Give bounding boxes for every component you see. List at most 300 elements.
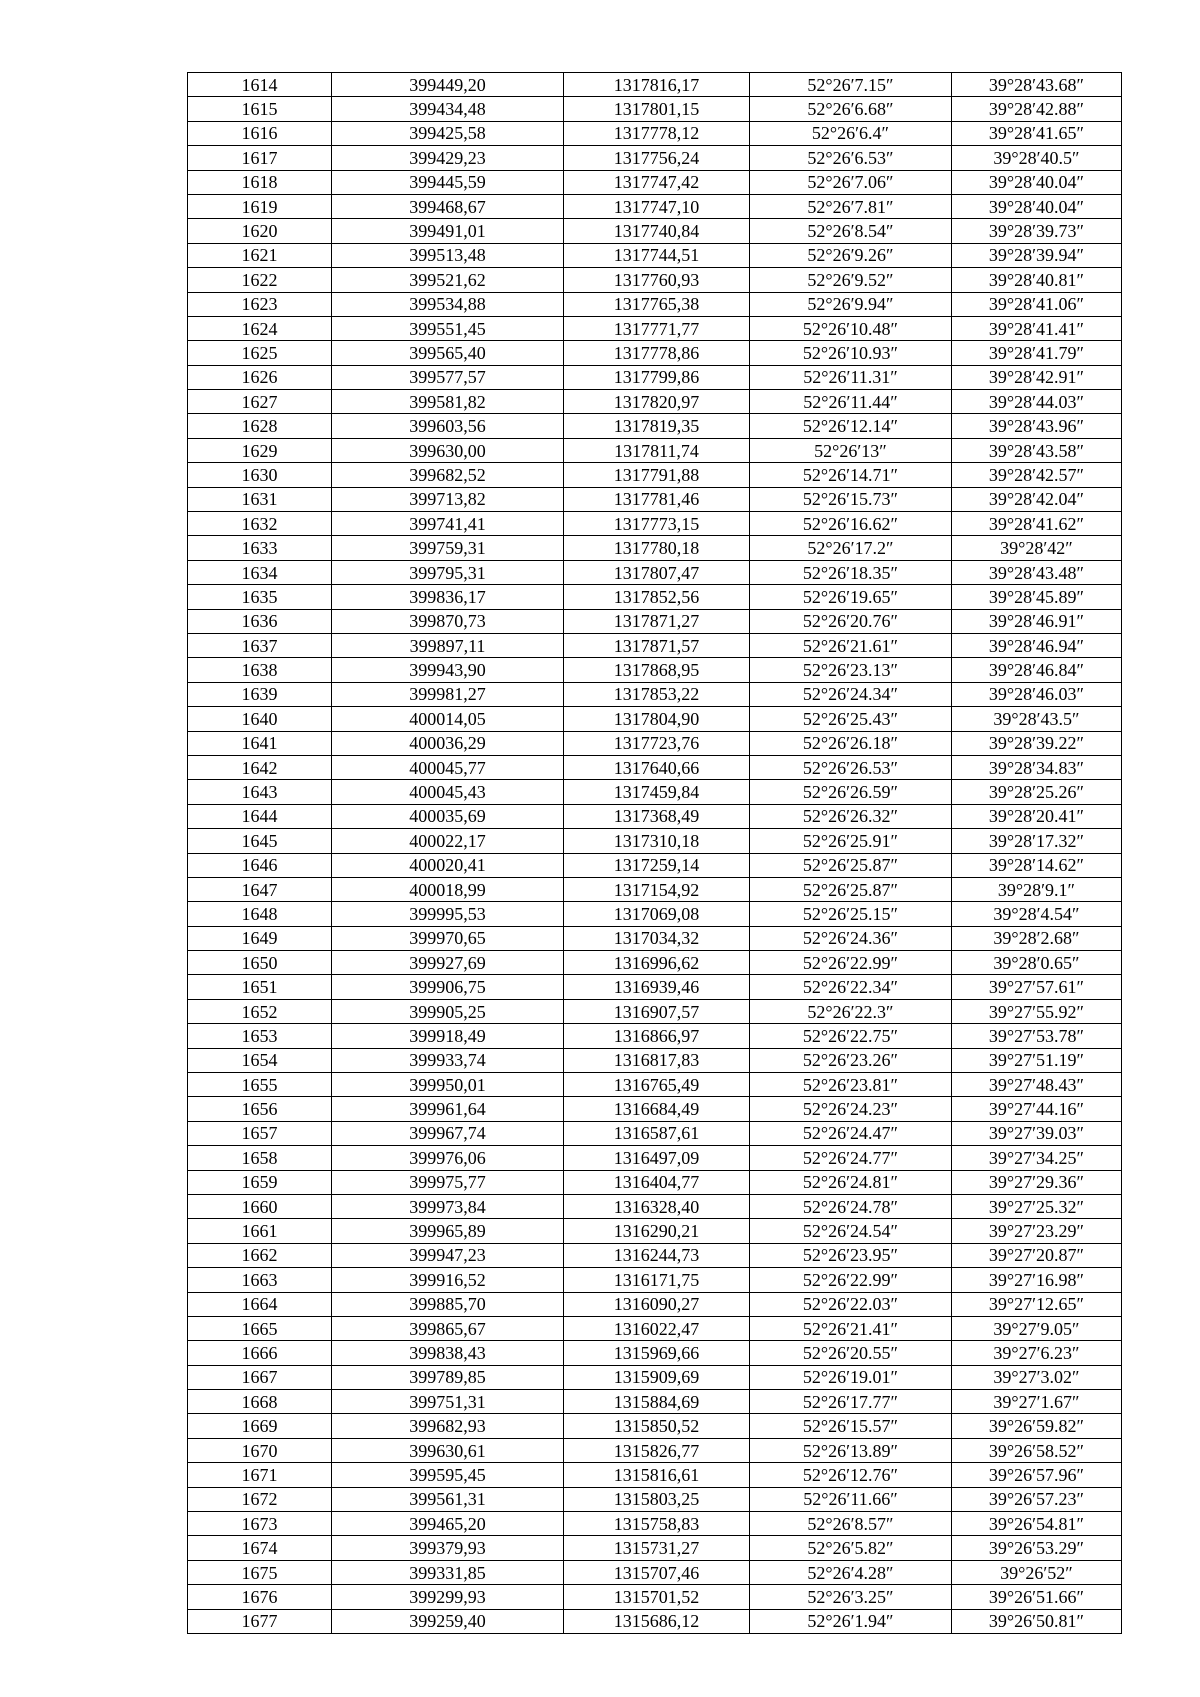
latitude-cell: 52°26′24.47″ <box>750 1121 952 1145</box>
longitude-cell: 39°28′4.54″ <box>952 902 1122 926</box>
point-number-cell: 1668 <box>188 1390 332 1414</box>
latitude-cell: 52°26′19.65″ <box>750 585 952 609</box>
longitude-cell: 39°27′9.05″ <box>952 1316 1122 1340</box>
x-coordinate-cell: 399565,40 <box>332 341 564 365</box>
x-coordinate-cell: 399491,01 <box>332 219 564 243</box>
x-coordinate-cell: 399331,85 <box>332 1560 564 1584</box>
point-number-cell: 1664 <box>188 1292 332 1316</box>
y-coordinate-cell: 1317765,38 <box>564 292 750 316</box>
point-number-cell: 1671 <box>188 1463 332 1487</box>
longitude-cell: 39°28′9.1″ <box>952 877 1122 901</box>
y-coordinate-cell: 1316090,27 <box>564 1292 750 1316</box>
latitude-cell: 52°26′11.44″ <box>750 390 952 414</box>
x-coordinate-cell: 399918,49 <box>332 1024 564 1048</box>
latitude-cell: 52°26′3.25″ <box>750 1585 952 1609</box>
point-number-cell: 1642 <box>188 755 332 779</box>
y-coordinate-cell: 1317781,46 <box>564 487 750 511</box>
longitude-cell: 39°27′53.78″ <box>952 1024 1122 1048</box>
latitude-cell: 52°26′24.77″ <box>750 1146 952 1170</box>
table-row <box>188 73 1122 97</box>
point-number-cell: 1653 <box>188 1024 332 1048</box>
longitude-cell: 39°28′40.04″ <box>952 194 1122 218</box>
point-number-cell: 1619 <box>188 194 332 218</box>
table-row <box>188 1585 1122 1609</box>
longitude-cell: 39°28′43.5″ <box>952 707 1122 731</box>
point-number-cell: 1629 <box>188 438 332 462</box>
longitude-cell: 39°28′17.32″ <box>952 829 1122 853</box>
x-coordinate-cell: 399965,89 <box>332 1219 564 1243</box>
latitude-cell: 52°26′10.48″ <box>750 316 952 340</box>
point-number-cell: 1646 <box>188 853 332 877</box>
longitude-cell: 39°26′51.66″ <box>952 1585 1122 1609</box>
y-coordinate-cell: 1317799,86 <box>564 365 750 389</box>
x-coordinate-cell: 399521,62 <box>332 268 564 292</box>
point-number-cell: 1651 <box>188 975 332 999</box>
y-coordinate-cell: 1317791,88 <box>564 463 750 487</box>
longitude-cell: 39°28′14.62″ <box>952 853 1122 877</box>
longitude-cell: 39°26′52″ <box>952 1560 1122 1584</box>
y-coordinate-cell: 1317778,12 <box>564 121 750 145</box>
point-number-cell: 1673 <box>188 1512 332 1536</box>
point-number-cell: 1674 <box>188 1536 332 1560</box>
latitude-cell: 52°26′1.94″ <box>750 1609 952 1633</box>
latitude-cell: 52°26′25.87″ <box>750 853 952 877</box>
point-number-cell: 1630 <box>188 463 332 487</box>
latitude-cell: 52°26′22.99″ <box>750 951 952 975</box>
point-number-cell: 1614 <box>188 73 332 97</box>
longitude-cell: 39°27′1.67″ <box>952 1390 1122 1414</box>
latitude-cell: 52°26′26.53″ <box>750 755 952 779</box>
latitude-cell: 52°26′16.62″ <box>750 512 952 536</box>
table-row <box>188 341 1122 365</box>
x-coordinate-cell: 399603,56 <box>332 414 564 438</box>
x-coordinate-cell: 399927,69 <box>332 951 564 975</box>
y-coordinate-cell: 1317747,10 <box>564 194 750 218</box>
point-number-cell: 1616 <box>188 121 332 145</box>
point-number-cell: 1620 <box>188 219 332 243</box>
latitude-cell: 52°26′22.34″ <box>750 975 952 999</box>
table-row <box>188 97 1122 121</box>
x-coordinate-cell: 399468,67 <box>332 194 564 218</box>
point-number-cell: 1649 <box>188 926 332 950</box>
x-coordinate-cell: 399682,52 <box>332 463 564 487</box>
table-row <box>188 804 1122 828</box>
y-coordinate-cell: 1317756,24 <box>564 146 750 170</box>
latitude-cell: 52°26′22.75″ <box>750 1024 952 1048</box>
y-coordinate-cell: 1316907,57 <box>564 999 750 1023</box>
longitude-cell: 39°28′42.91″ <box>952 365 1122 389</box>
y-coordinate-cell: 1317820,97 <box>564 390 750 414</box>
y-coordinate-cell: 1317154,92 <box>564 877 750 901</box>
longitude-cell: 39°28′39.73″ <box>952 219 1122 243</box>
latitude-cell: 52°26′25.15″ <box>750 902 952 926</box>
point-number-cell: 1625 <box>188 341 332 365</box>
latitude-cell: 52°26′17.2″ <box>750 536 952 560</box>
longitude-cell: 39°28′43.48″ <box>952 560 1122 584</box>
x-coordinate-cell: 399759,31 <box>332 536 564 560</box>
table-row <box>188 1146 1122 1170</box>
latitude-cell: 52°26′24.78″ <box>750 1194 952 1218</box>
y-coordinate-cell: 1317771,77 <box>564 316 750 340</box>
table-row <box>188 755 1122 779</box>
longitude-cell: 39°28′0.65″ <box>952 951 1122 975</box>
x-coordinate-cell: 399836,17 <box>332 585 564 609</box>
longitude-cell: 39°27′44.16″ <box>952 1097 1122 1121</box>
table-row <box>188 1560 1122 1584</box>
point-number-cell: 1621 <box>188 243 332 267</box>
table-row <box>188 170 1122 194</box>
x-coordinate-cell: 399630,61 <box>332 1438 564 1462</box>
table-row <box>188 682 1122 706</box>
longitude-cell: 39°28′2.68″ <box>952 926 1122 950</box>
table-row <box>188 1243 1122 1267</box>
point-number-cell: 1638 <box>188 658 332 682</box>
table-row <box>188 707 1122 731</box>
latitude-cell: 52°26′7.15″ <box>750 73 952 97</box>
y-coordinate-cell: 1317811,74 <box>564 438 750 462</box>
y-coordinate-cell: 1317780,18 <box>564 536 750 560</box>
y-coordinate-cell: 1317868,95 <box>564 658 750 682</box>
longitude-cell: 39°27′20.87″ <box>952 1243 1122 1267</box>
point-number-cell: 1631 <box>188 487 332 511</box>
longitude-cell: 39°27′55.92″ <box>952 999 1122 1023</box>
point-number-cell: 1650 <box>188 951 332 975</box>
point-number-cell: 1661 <box>188 1219 332 1243</box>
point-number-cell: 1663 <box>188 1268 332 1292</box>
longitude-cell: 39°26′58.52″ <box>952 1438 1122 1462</box>
y-coordinate-cell: 1317069,08 <box>564 902 750 926</box>
longitude-cell: 39°27′39.03″ <box>952 1121 1122 1145</box>
coordinates-table-body <box>188 73 1122 1634</box>
longitude-cell: 39°27′51.19″ <box>952 1048 1122 1072</box>
y-coordinate-cell: 1316817,83 <box>564 1048 750 1072</box>
longitude-cell: 39°27′6.23″ <box>952 1341 1122 1365</box>
x-coordinate-cell: 399961,64 <box>332 1097 564 1121</box>
longitude-cell: 39°27′3.02″ <box>952 1365 1122 1389</box>
point-number-cell: 1623 <box>188 292 332 316</box>
y-coordinate-cell: 1317853,22 <box>564 682 750 706</box>
table-row <box>188 1487 1122 1511</box>
latitude-cell: 52°26′24.81″ <box>750 1170 952 1194</box>
x-coordinate-cell: 400036,29 <box>332 731 564 755</box>
latitude-cell: 52°26′24.36″ <box>750 926 952 950</box>
point-number-cell: 1657 <box>188 1121 332 1145</box>
table-row <box>188 268 1122 292</box>
y-coordinate-cell: 1316497,09 <box>564 1146 750 1170</box>
longitude-cell: 39°28′25.26″ <box>952 780 1122 804</box>
latitude-cell: 52°26′5.82″ <box>750 1536 952 1560</box>
y-coordinate-cell: 1317807,47 <box>564 560 750 584</box>
table-row <box>188 731 1122 755</box>
y-coordinate-cell: 1316587,61 <box>564 1121 750 1145</box>
latitude-cell: 52°26′13″ <box>750 438 952 462</box>
longitude-cell: 39°28′46.94″ <box>952 633 1122 657</box>
longitude-cell: 39°26′57.96″ <box>952 1463 1122 1487</box>
x-coordinate-cell: 399449,20 <box>332 73 564 97</box>
y-coordinate-cell: 1317760,93 <box>564 268 750 292</box>
longitude-cell: 39°27′25.32″ <box>952 1194 1122 1218</box>
y-coordinate-cell: 1315884,69 <box>564 1390 750 1414</box>
table-row <box>188 1024 1122 1048</box>
latitude-cell: 52°26′26.59″ <box>750 780 952 804</box>
point-number-cell: 1659 <box>188 1170 332 1194</box>
longitude-cell: 39°28′41.41″ <box>952 316 1122 340</box>
table-row <box>188 536 1122 560</box>
longitude-cell: 39°28′44.03″ <box>952 390 1122 414</box>
point-number-cell: 1669 <box>188 1414 332 1438</box>
y-coordinate-cell: 1316866,97 <box>564 1024 750 1048</box>
point-number-cell: 1635 <box>188 585 332 609</box>
latitude-cell: 52°26′25.43″ <box>750 707 952 731</box>
longitude-cell: 39°28′46.03″ <box>952 682 1122 706</box>
point-number-cell: 1654 <box>188 1048 332 1072</box>
x-coordinate-cell: 399950,01 <box>332 1073 564 1097</box>
point-number-cell: 1645 <box>188 829 332 853</box>
longitude-cell: 39°28′46.84″ <box>952 658 1122 682</box>
longitude-cell: 39°28′39.94″ <box>952 243 1122 267</box>
latitude-cell: 52°26′13.89″ <box>750 1438 952 1462</box>
latitude-cell: 52°26′14.71″ <box>750 463 952 487</box>
latitude-cell: 52°26′24.34″ <box>750 682 952 706</box>
x-coordinate-cell: 399981,27 <box>332 682 564 706</box>
latitude-cell: 52°26′26.18″ <box>750 731 952 755</box>
latitude-cell: 52°26′15.73″ <box>750 487 952 511</box>
y-coordinate-cell: 1317852,56 <box>564 585 750 609</box>
x-coordinate-cell: 399967,74 <box>332 1121 564 1145</box>
point-number-cell: 1641 <box>188 731 332 755</box>
point-number-cell: 1617 <box>188 146 332 170</box>
y-coordinate-cell: 1316684,49 <box>564 1097 750 1121</box>
table-row <box>188 292 1122 316</box>
table-row <box>188 780 1122 804</box>
point-number-cell: 1637 <box>188 633 332 657</box>
latitude-cell: 52°26′7.06″ <box>750 170 952 194</box>
latitude-cell: 52°26′9.94″ <box>750 292 952 316</box>
table-row <box>188 438 1122 462</box>
x-coordinate-cell: 399595,45 <box>332 1463 564 1487</box>
y-coordinate-cell: 1315686,12 <box>564 1609 750 1633</box>
x-coordinate-cell: 399870,73 <box>332 609 564 633</box>
latitude-cell: 52°26′24.23″ <box>750 1097 952 1121</box>
y-coordinate-cell: 1315701,52 <box>564 1585 750 1609</box>
x-coordinate-cell: 399838,43 <box>332 1341 564 1365</box>
table-row <box>188 487 1122 511</box>
longitude-cell: 39°28′42.57″ <box>952 463 1122 487</box>
table-row <box>188 194 1122 218</box>
table-row <box>188 975 1122 999</box>
x-coordinate-cell: 399973,84 <box>332 1194 564 1218</box>
point-number-cell: 1627 <box>188 390 332 414</box>
table-row <box>188 585 1122 609</box>
y-coordinate-cell: 1316171,75 <box>564 1268 750 1292</box>
table-row <box>188 1463 1122 1487</box>
y-coordinate-cell: 1316328,40 <box>564 1194 750 1218</box>
y-coordinate-cell: 1317368,49 <box>564 804 750 828</box>
x-coordinate-cell: 399933,74 <box>332 1048 564 1072</box>
x-coordinate-cell: 399975,77 <box>332 1170 564 1194</box>
table-row <box>188 1316 1122 1340</box>
longitude-cell: 39°27′12.65″ <box>952 1292 1122 1316</box>
table-row <box>188 1170 1122 1194</box>
latitude-cell: 52°26′23.95″ <box>750 1243 952 1267</box>
longitude-cell: 39°28′41.62″ <box>952 512 1122 536</box>
table-row <box>188 1073 1122 1097</box>
table-row <box>188 1219 1122 1243</box>
table-row <box>188 658 1122 682</box>
table-row <box>188 1194 1122 1218</box>
y-coordinate-cell: 1317723,76 <box>564 731 750 755</box>
longitude-cell: 39°28′39.22″ <box>952 731 1122 755</box>
longitude-cell: 39°28′45.89″ <box>952 585 1122 609</box>
point-number-cell: 1632 <box>188 512 332 536</box>
latitude-cell: 52°26′23.26″ <box>750 1048 952 1072</box>
point-number-cell: 1658 <box>188 1146 332 1170</box>
latitude-cell: 52°26′18.35″ <box>750 560 952 584</box>
table-row <box>188 951 1122 975</box>
longitude-cell: 39°27′29.36″ <box>952 1170 1122 1194</box>
x-coordinate-cell: 399299,93 <box>332 1585 564 1609</box>
table-row <box>188 243 1122 267</box>
x-coordinate-cell: 399581,82 <box>332 390 564 414</box>
x-coordinate-cell: 399865,67 <box>332 1316 564 1340</box>
latitude-cell: 52°26′9.52″ <box>750 268 952 292</box>
point-number-cell: 1672 <box>188 1487 332 1511</box>
x-coordinate-cell: 399429,23 <box>332 146 564 170</box>
table-row <box>188 146 1122 170</box>
longitude-cell: 39°28′41.79″ <box>952 341 1122 365</box>
longitude-cell: 39°28′43.58″ <box>952 438 1122 462</box>
point-number-cell: 1677 <box>188 1609 332 1633</box>
table-row <box>188 633 1122 657</box>
latitude-cell: 52°26′11.66″ <box>750 1487 952 1511</box>
y-coordinate-cell: 1315816,61 <box>564 1463 750 1487</box>
point-number-cell: 1652 <box>188 999 332 1023</box>
latitude-cell: 52°26′10.93″ <box>750 341 952 365</box>
latitude-cell: 52°26′8.54″ <box>750 219 952 243</box>
table-row <box>188 1438 1122 1462</box>
table-row <box>188 560 1122 584</box>
point-number-cell: 1666 <box>188 1341 332 1365</box>
x-coordinate-cell: 399789,85 <box>332 1365 564 1389</box>
point-number-cell: 1618 <box>188 170 332 194</box>
x-coordinate-cell: 399425,58 <box>332 121 564 145</box>
point-number-cell: 1647 <box>188 877 332 901</box>
latitude-cell: 52°26′12.76″ <box>750 1463 952 1487</box>
x-coordinate-cell: 399561,31 <box>332 1487 564 1511</box>
x-coordinate-cell: 399943,90 <box>332 658 564 682</box>
y-coordinate-cell: 1315758,83 <box>564 1512 750 1536</box>
point-number-cell: 1633 <box>188 536 332 560</box>
longitude-cell: 39°27′34.25″ <box>952 1146 1122 1170</box>
x-coordinate-cell: 399885,70 <box>332 1292 564 1316</box>
x-coordinate-cell: 399465,20 <box>332 1512 564 1536</box>
latitude-cell: 52°26′8.57″ <box>750 1512 952 1536</box>
table-row <box>188 926 1122 950</box>
x-coordinate-cell: 399995,53 <box>332 902 564 926</box>
point-number-cell: 1656 <box>188 1097 332 1121</box>
point-number-cell: 1662 <box>188 1243 332 1267</box>
longitude-cell: 39°26′53.29″ <box>952 1536 1122 1560</box>
table-row <box>188 219 1122 243</box>
y-coordinate-cell: 1316290,21 <box>564 1219 750 1243</box>
table-row <box>188 1048 1122 1072</box>
y-coordinate-cell: 1317871,27 <box>564 609 750 633</box>
longitude-cell: 39°28′42″ <box>952 536 1122 560</box>
table-row <box>188 390 1122 414</box>
latitude-cell: 52°26′25.87″ <box>750 877 952 901</box>
table-row <box>188 1292 1122 1316</box>
x-coordinate-cell: 399970,65 <box>332 926 564 950</box>
latitude-cell: 52°26′6.53″ <box>750 146 952 170</box>
longitude-cell: 39°27′16.98″ <box>952 1268 1122 1292</box>
table-row <box>188 1536 1122 1560</box>
longitude-cell: 39°28′40.81″ <box>952 268 1122 292</box>
latitude-cell: 52°26′22.99″ <box>750 1268 952 1292</box>
longitude-cell: 39°26′50.81″ <box>952 1609 1122 1633</box>
latitude-cell: 52°26′26.32″ <box>750 804 952 828</box>
point-number-cell: 1643 <box>188 780 332 804</box>
y-coordinate-cell: 1316939,46 <box>564 975 750 999</box>
latitude-cell: 52°26′11.31″ <box>750 365 952 389</box>
longitude-cell: 39°28′42.04″ <box>952 487 1122 511</box>
table-row <box>188 1609 1122 1633</box>
latitude-cell: 52°26′17.77″ <box>750 1390 952 1414</box>
x-coordinate-cell: 399630,00 <box>332 438 564 462</box>
point-number-cell: 1648 <box>188 902 332 926</box>
x-coordinate-cell: 399905,25 <box>332 999 564 1023</box>
x-coordinate-cell: 399551,45 <box>332 316 564 340</box>
x-coordinate-cell: 399741,41 <box>332 512 564 536</box>
y-coordinate-cell: 1317804,90 <box>564 707 750 731</box>
x-coordinate-cell: 399976,06 <box>332 1146 564 1170</box>
longitude-cell: 39°28′41.06″ <box>952 292 1122 316</box>
latitude-cell: 52°26′22.03″ <box>750 1292 952 1316</box>
longitude-cell: 39°28′43.96″ <box>952 414 1122 438</box>
longitude-cell: 39°26′54.81″ <box>952 1512 1122 1536</box>
point-number-cell: 1676 <box>188 1585 332 1609</box>
point-number-cell: 1644 <box>188 804 332 828</box>
y-coordinate-cell: 1317871,57 <box>564 633 750 657</box>
point-number-cell: 1670 <box>188 1438 332 1462</box>
longitude-cell: 39°26′59.82″ <box>952 1414 1122 1438</box>
table-row <box>188 1121 1122 1145</box>
x-coordinate-cell: 400035,69 <box>332 804 564 828</box>
point-number-cell: 1640 <box>188 707 332 731</box>
latitude-cell: 52°26′9.26″ <box>750 243 952 267</box>
longitude-cell: 39°28′40.04″ <box>952 170 1122 194</box>
latitude-cell: 52°26′22.3″ <box>750 999 952 1023</box>
latitude-cell: 52°26′4.28″ <box>750 1560 952 1584</box>
x-coordinate-cell: 399682,93 <box>332 1414 564 1438</box>
table-row <box>188 414 1122 438</box>
x-coordinate-cell: 400020,41 <box>332 853 564 877</box>
table-row <box>188 609 1122 633</box>
y-coordinate-cell: 1317740,84 <box>564 219 750 243</box>
table-row <box>188 1097 1122 1121</box>
y-coordinate-cell: 1315850,52 <box>564 1414 750 1438</box>
y-coordinate-cell: 1317816,17 <box>564 73 750 97</box>
y-coordinate-cell: 1315707,46 <box>564 1560 750 1584</box>
latitude-cell: 52°26′19.01″ <box>750 1365 952 1389</box>
longitude-cell: 39°28′20.41″ <box>952 804 1122 828</box>
y-coordinate-cell: 1317259,14 <box>564 853 750 877</box>
table-row <box>188 365 1122 389</box>
longitude-cell: 39°28′41.65″ <box>952 121 1122 145</box>
point-number-cell: 1626 <box>188 365 332 389</box>
table-row <box>188 999 1122 1023</box>
table-row <box>188 1512 1122 1536</box>
x-coordinate-cell: 400045,43 <box>332 780 564 804</box>
